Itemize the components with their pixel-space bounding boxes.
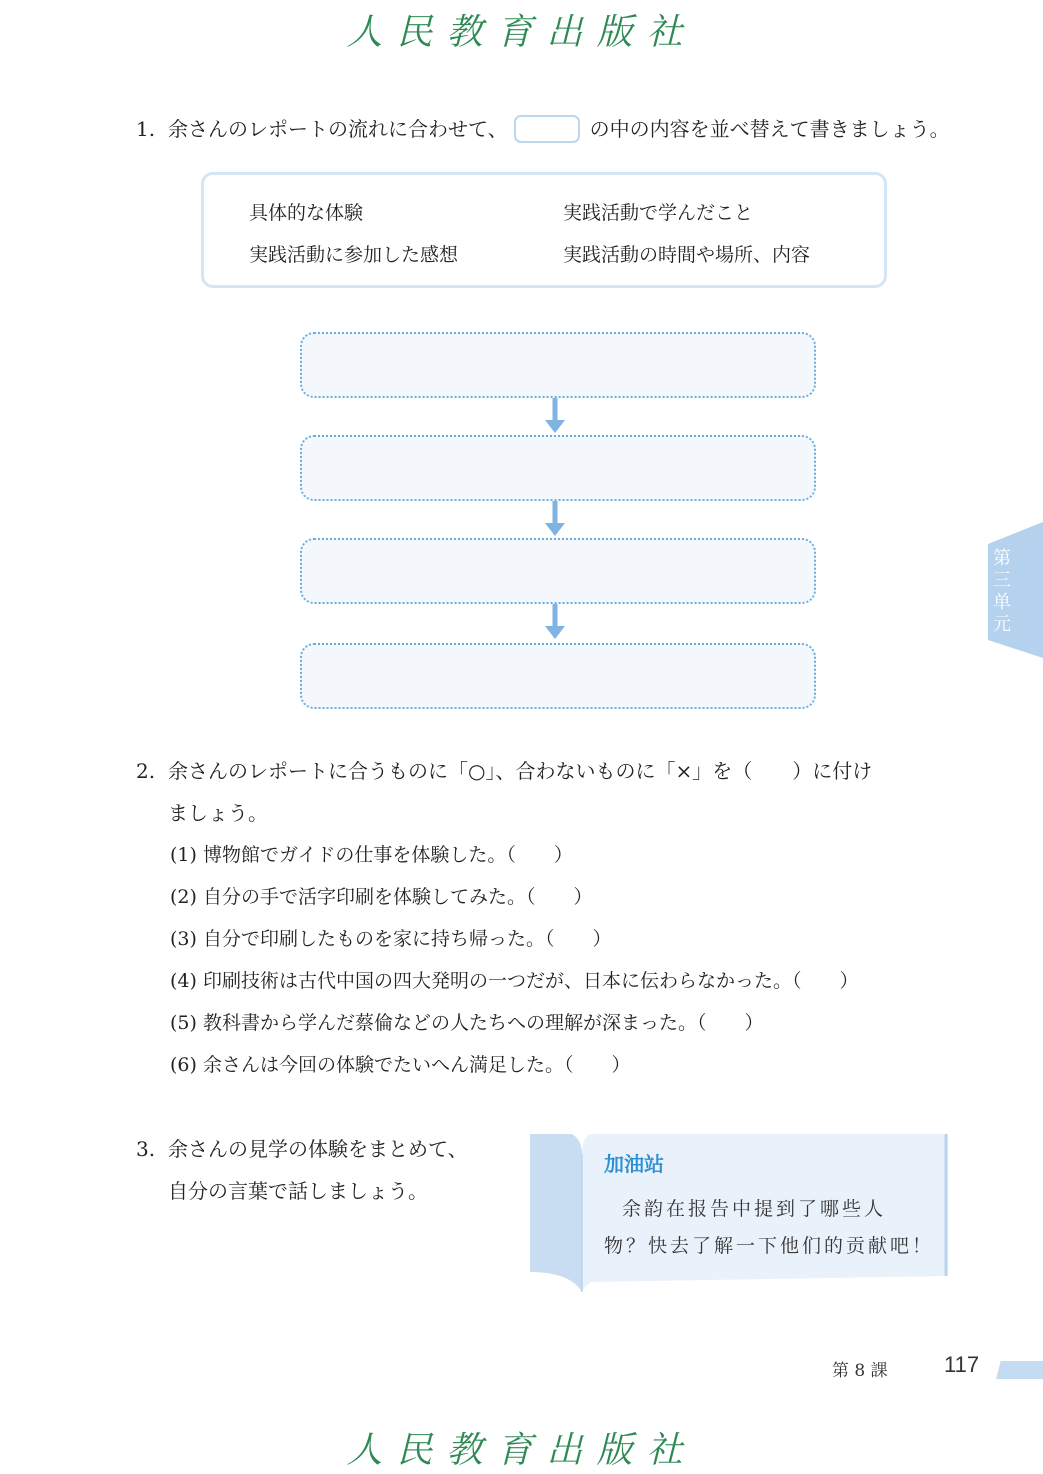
statement-item-6: (6) 余さんは今回の体験でたいへん満足した。（ ） (170, 1054, 631, 1076)
question-2 (136, 750, 956, 792)
statement-item-4: (4) 印刷技術は古代中国の四大発明の一つだが、日本に伝わらなかった。（ ） (170, 970, 859, 992)
question-1-number: 1. (136, 117, 156, 141)
tip-text-line-2: 物？快去了解一下他们的贡献吧！ (604, 1235, 935, 1257)
inline-box-icon (514, 115, 580, 143)
flow-answer-box-2[interactable] (300, 435, 816, 501)
question-1 (136, 108, 996, 150)
tip-title: 加油站 (604, 1152, 664, 1176)
page-number: 117 (944, 1352, 980, 1377)
flow-answer-box-3[interactable] (300, 538, 816, 604)
flow-answer-box-1[interactable] (300, 332, 816, 398)
question-2-number: 2. (136, 759, 156, 783)
question-3 (136, 1128, 468, 1170)
tip-text-line-1: 余韵在报告中提到了哪些人 (622, 1198, 887, 1220)
statement-item-2: (2) 自分の手で活字印刷を体験してみた。（ ） (170, 886, 593, 908)
lesson-label: 第 8 課 (832, 1361, 888, 1381)
option-item: 実践活動の時間や場所、内容 (563, 244, 811, 266)
flow-answer-box-4[interactable] (300, 643, 816, 709)
down-arrow-icon (543, 501, 567, 537)
publisher-logo-top: 人民教育出版社 (346, 12, 697, 53)
question-1-text-before: 余さんのレポートの流れに合わせて、 (168, 117, 508, 141)
statement-item-1: (1) 博物館でガイドの仕事を体験した。（ ） (170, 844, 573, 866)
question-1-text-after: の中の内容を並べ替えて書きましょう。 (589, 117, 950, 141)
unit-side-tab-label: 第三单元 (993, 548, 1011, 635)
option-item: 実践活動で学んだこと (563, 202, 754, 224)
down-arrow-icon (543, 604, 567, 640)
down-arrow-icon (543, 398, 567, 434)
question-2-text-cont: ましょう。 (168, 801, 268, 825)
options-box (201, 172, 887, 288)
statement-item-3: (3) 自分で印刷したものを家に持ち帰った。（ ） (170, 928, 612, 950)
question-3-number: 3. (136, 1137, 156, 1161)
option-item: 実践活動に参加した感想 (249, 244, 459, 266)
option-item: 具体的な体験 (249, 202, 364, 224)
question-3-text: 余さんの見学の体験をまとめて、 (168, 1137, 468, 1161)
question-3-text-cont: 自分の言葉で話しましょう。 (168, 1179, 428, 1203)
statement-item-5: (5) 教科書から学んだ蔡倫などの人たちへの理解が深まった。（ ） (170, 1012, 764, 1034)
publisher-logo-bottom: 人民教育出版社 (346, 1430, 697, 1471)
page-bar (996, 1361, 1043, 1379)
question-2-text: 余さんのレポートに合うものに「○」、合わないものに「×」を（ ）に付け (168, 759, 873, 783)
